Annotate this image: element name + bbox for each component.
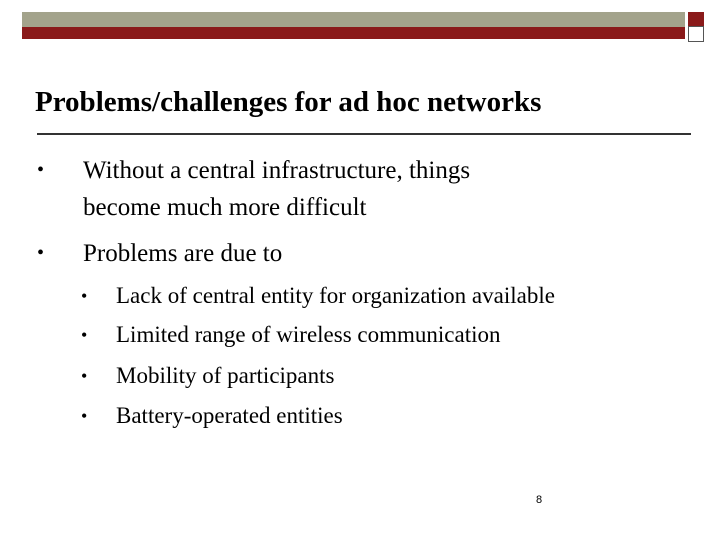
sub-bullet-text: Limited range of wireless communication [116, 322, 501, 347]
slide-title: Problems/challenges for ad hoc networks [35, 86, 542, 118]
page-number: 8 [536, 494, 543, 506]
corner-square-outline [688, 26, 704, 42]
sub-bullet-text: Lack of central entity for organization available [116, 283, 555, 308]
bullet-text: Without a central infrastructure, things [83, 157, 471, 184]
bullet-icon: • [81, 325, 88, 345]
sub-bullet-text: Mobility of participants [116, 363, 335, 388]
header-band-olive [22, 12, 685, 27]
header-band-maroon [22, 27, 685, 39]
title-divider [37, 133, 691, 135]
bullet-text: Problems are due to [83, 240, 283, 267]
bullet-icon: • [37, 159, 45, 181]
bullet-icon: • [37, 242, 45, 264]
bullet-text-continuation: become much more difficult [83, 194, 367, 221]
sub-bullet-text: Battery-operated entities [116, 403, 343, 428]
bullet-icon: • [81, 366, 88, 386]
bullet-icon: • [81, 286, 88, 306]
bullet-icon: • [81, 406, 88, 426]
